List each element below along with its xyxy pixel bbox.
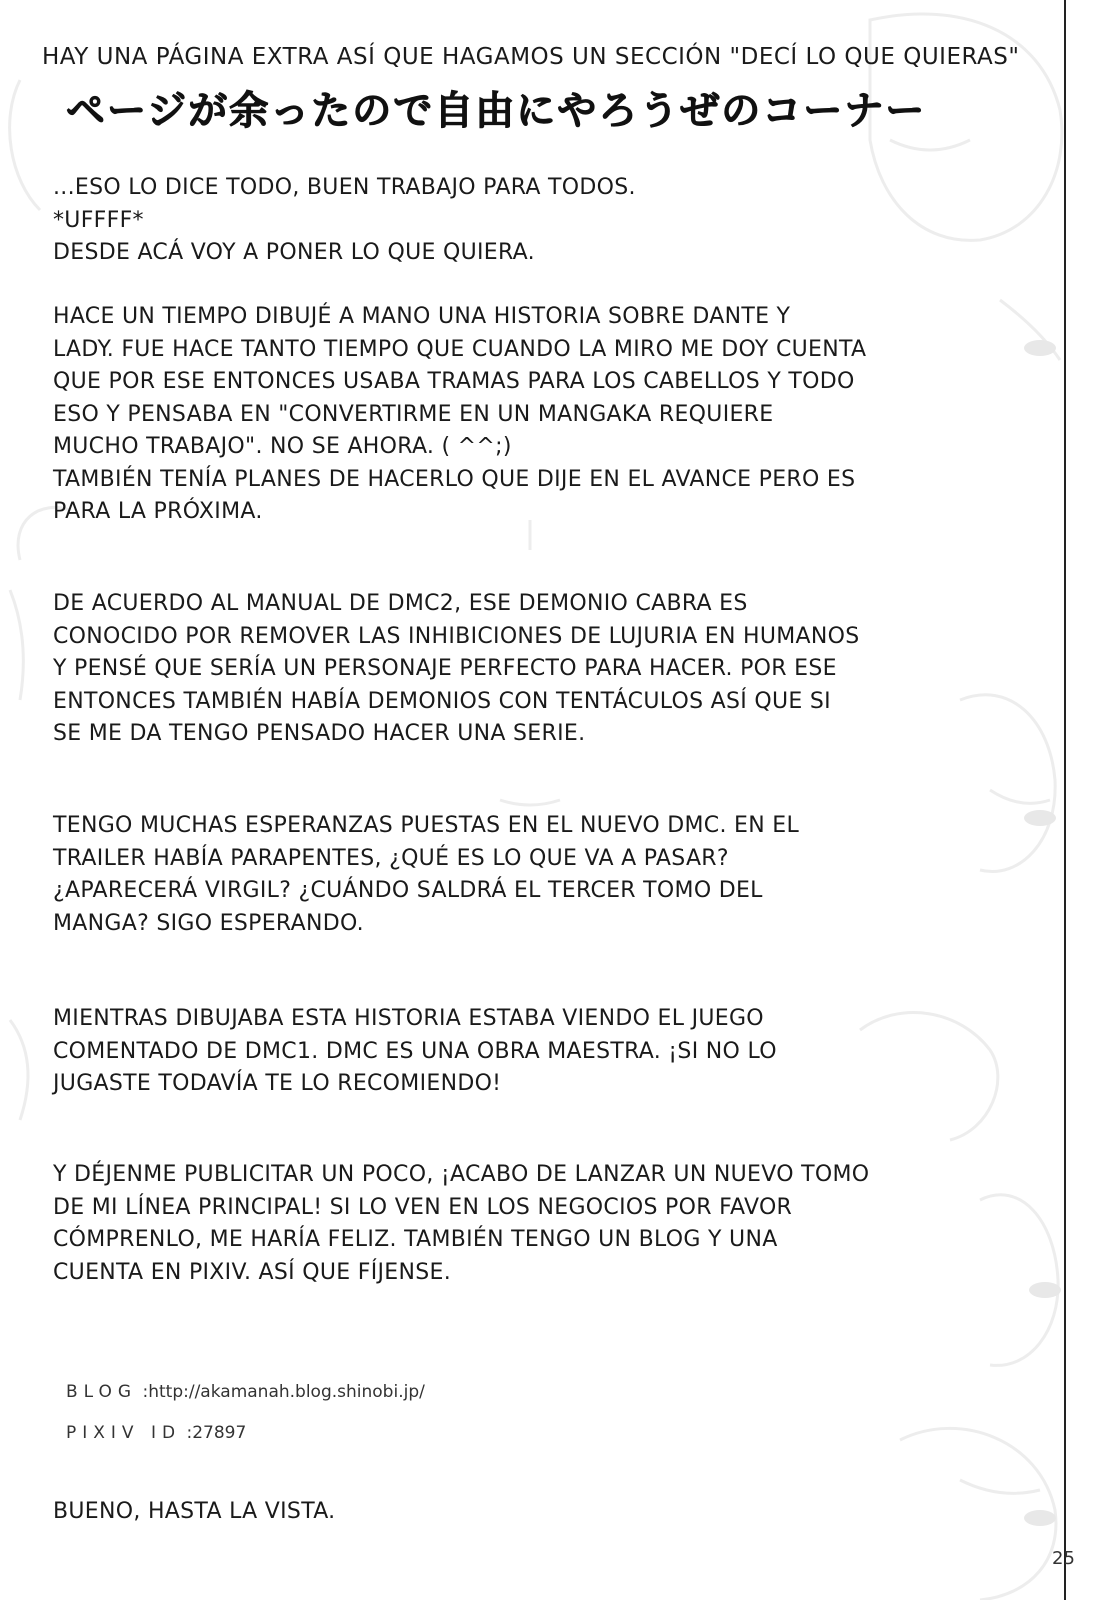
closing-line	[53, 1496, 953, 1529]
paragraph-new-dmc	[53, 810, 953, 940]
text-line: TENGO MUCHAS ESPERANZAS PUESTAS EN EL NUEVO DMC. EN EL	[53, 813, 800, 838]
paragraph-dmc1	[53, 1003, 953, 1101]
header-japanese-title: ページが余ったので自由にやろうぜのコーナー	[66, 89, 927, 134]
text-line: ESO Y PENSABA EN "CONVERTIRME EN UN MANGAKA REQUIERE	[53, 401, 774, 427]
text-line: ENTONCES TAMBIÉN HABÍA DEMONIOS CON TENTÁCULOS ASÍ QUE SI	[53, 688, 831, 714]
text-line: ...ESO LO DICE TODO, BUEN TRABAJO PARA TODOS.	[53, 175, 636, 200]
blog-url[interactable]: :http://akamanah.blog.shinobi.jp/	[142, 1382, 425, 1402]
text-line: COMENTADO DE DMC1. DMC ES UNA OBRA MAESTRA. ¡SI NO LO	[53, 1038, 777, 1064]
text-line: JUGASTE TODAVÍA TE LO RECOMIENDO!	[53, 1071, 502, 1096]
paragraph-promo	[53, 1159, 953, 1289]
text-line: DESDE ACÁ VOY A PONER LO QUE QUIERA.	[53, 240, 535, 265]
text-line: PARA LA PRÓXIMA.	[53, 499, 263, 524]
text-line: MUCHO TRABAJO". NO SE AHORA. ( ^^;)	[53, 434, 512, 459]
text-line: Y DÉJENME PUBLICITAR UN POCO, ¡ACABO DE LANZAR UN NUEVO TOMO	[53, 1162, 870, 1187]
paragraph-intro	[53, 172, 953, 270]
text-line: DE MI LÍNEA PRINCIPAL! SI LO VEN EN LOS NEGOCIOS POR FAVOR	[53, 1194, 793, 1220]
text-line: CONOCIDO POR REMOVER LAS INHIBICIONES DE LUJURIA EN HUMANOS	[53, 623, 860, 649]
blog-label: BLOG	[66, 1382, 138, 1402]
page-edge-rule	[1064, 0, 1066, 1600]
pixiv-id: :27897	[186, 1423, 247, 1443]
text-line: Y PENSÉ QUE SERÍA UN PERSONAJE PERFECTO PARA HACER. POR ESE	[53, 656, 837, 681]
text-line: MANGA? SIGO ESPERANDO.	[53, 910, 364, 936]
pixiv-label: PIXIV ID	[66, 1423, 182, 1443]
blog-link-row	[66, 1382, 425, 1402]
text-line: TAMBIÉN TENÍA PLANES DE HACERLO QUE DIJE EN EL AVANCE PERO ES	[53, 466, 856, 492]
text-line: ¿APARECERÁ VIRGIL? ¿CUÁNDO SALDRÁ EL TERCER TOMO DEL	[53, 878, 763, 903]
text-line: DE ACUERDO AL MANUAL DE DMC2, ESE DEMONIO CABRA ES	[53, 591, 748, 616]
text-line: CÓMPRENLO, ME HARÍA FELIZ. TAMBIÉN TENGO UN BLOG Y UNA	[53, 1227, 778, 1252]
text-line: *UFFFF*	[53, 207, 144, 233]
text-line: QUE POR ESE ENTONCES USABA TRAMAS PARA LOS CABELLOS Y TODO	[53, 369, 855, 394]
pixiv-id-row	[66, 1423, 246, 1443]
text-line: LADY. FUE HACE TANTO TIEMPO QUE CUANDO LA MIRO ME DOY CUENTA	[53, 336, 867, 362]
text-line: TRAILER HABÍA PARAPENTES, ¿QUÉ ES LO QUE VA A PASAR?	[53, 845, 729, 871]
text-line: BUENO, HASTA LA VISTA.	[53, 1499, 336, 1524]
text-line: CUENTA EN PIXIV. ASÍ QUE FÍJENSE.	[53, 1259, 452, 1285]
page-number: 25	[1052, 1548, 1075, 1569]
text-line: SE ME DA TENGO PENSADO HACER UNA SERIE.	[53, 721, 586, 746]
paragraph-dante-lady	[53, 301, 953, 529]
text-line: HACE UN TIEMPO DIBUJÉ A MANO UNA HISTORIA SOBRE DANTE Y	[53, 304, 791, 329]
paragraph-dmc2	[53, 588, 953, 751]
text-line: MIENTRAS DIBUJABA ESTA HISTORIA ESTABA VIENDO EL JUEGO	[53, 1006, 764, 1031]
header-spanish-title: HAY UNA PÁGINA EXTRA ASÍ QUE HAGAMOS UN SECCIÓN "DECÍ LO QUE QUIERAS"	[42, 44, 1020, 70]
